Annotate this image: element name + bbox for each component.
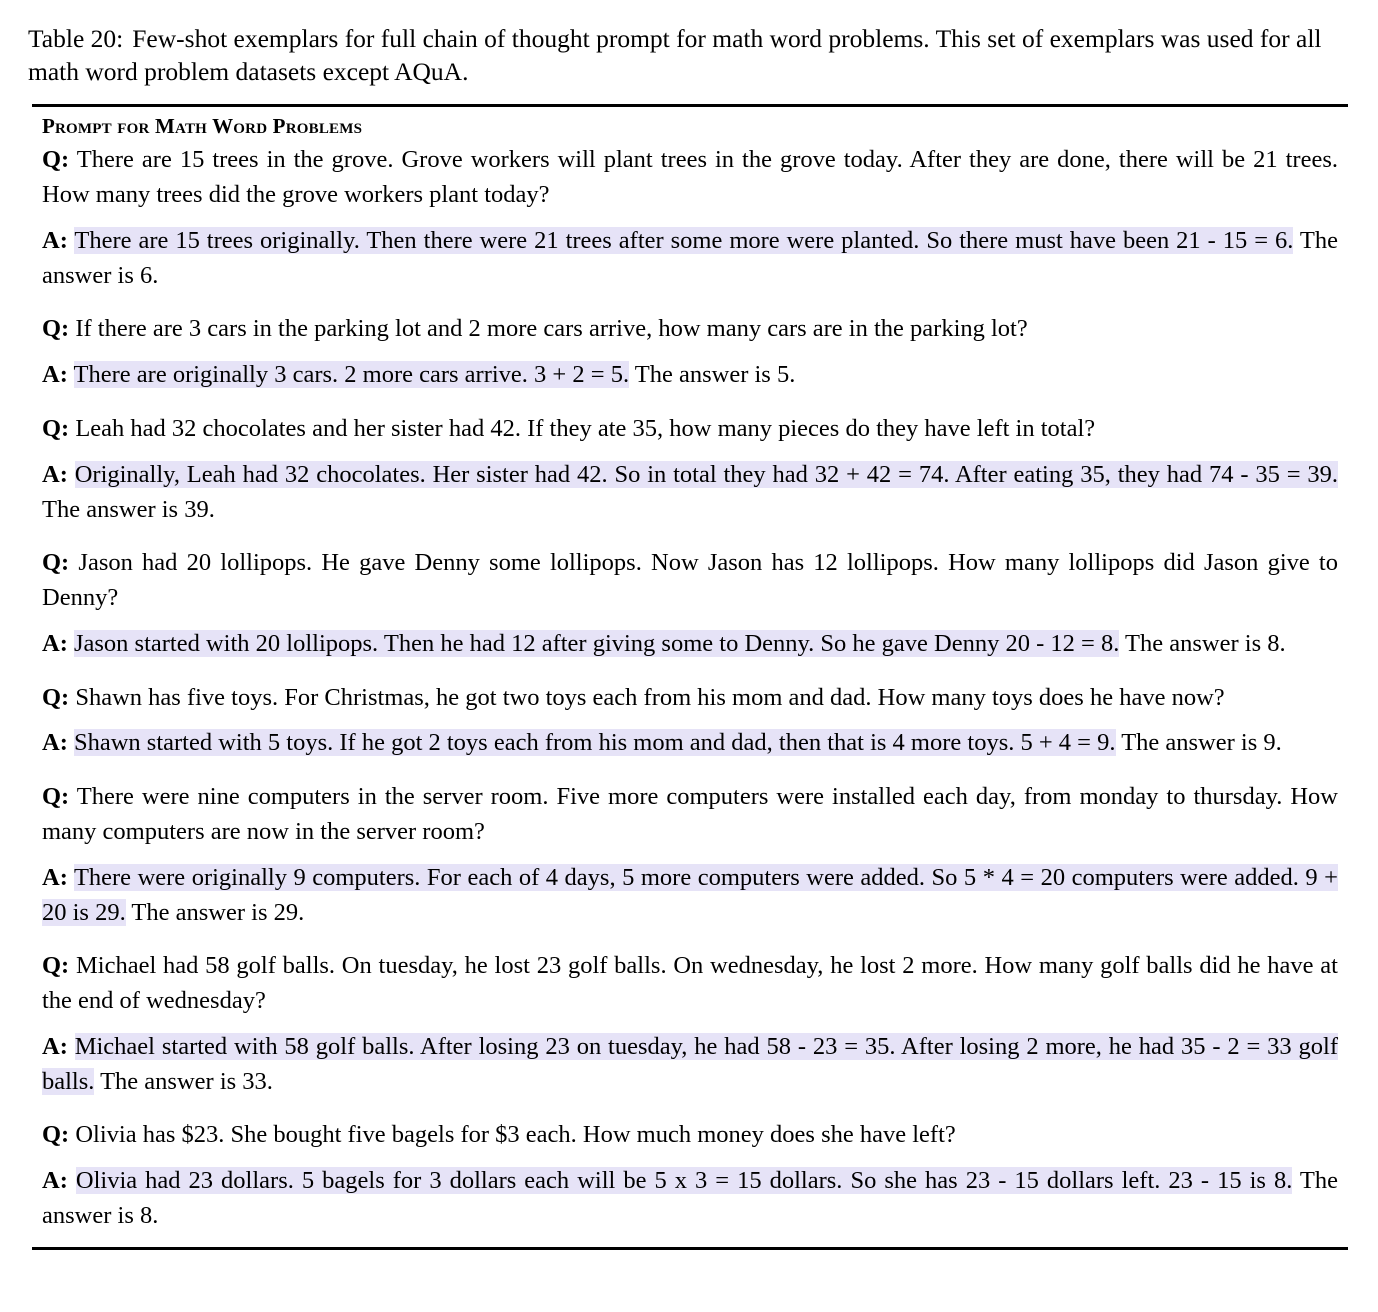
- question-8: [42, 1118, 1338, 1153]
- question-label: Q:: [42, 952, 70, 980]
- answer-final: The answer is 5.: [634, 361, 796, 389]
- question-label: Q:: [42, 414, 70, 442]
- question-text: If there are 3 cars in the parking lot and 2 more cars arrive, how many cars are in the parking lot?: [75, 315, 1028, 343]
- answer-final: The answer is 8.: [42, 1167, 1339, 1230]
- question-label: Q:: [42, 146, 70, 174]
- question-text: Jason had 20 lollipops. He gave Denny some lollipops. Now Jason has 12 lollipops. How many lollipops did Jason give to Denny?: [42, 549, 1338, 612]
- answer-label: A:: [42, 361, 68, 389]
- table-caption-text: Few-shot exemplars for full chain of thought prompt for math word problems. This set of exemplars was used for all math word problem datasets except AQuA.: [28, 24, 1322, 87]
- answer-chain-of-thought: Originally, Leah had 32 chocolates. Her sister had 42. So in total they had 32 + 42 = 74. After eating 35, they had 74 - 35 = 39.: [74, 460, 1338, 488]
- table-bottom-rule: [32, 1247, 1348, 1250]
- question-text: Leah had 32 chocolates and her sister had 42. If they ate 35, how many pieces do they have left in total?: [75, 414, 1096, 442]
- answer-1: [42, 224, 1338, 294]
- answer-chain-of-thought: Jason started with 20 lollipops. Then he had 12 after giving some to Denny. So he gave Denny 20 - 12 = 8.: [73, 629, 1120, 657]
- answer-label: A:: [42, 226, 68, 254]
- answer-final: The answer is 6.: [42, 226, 1339, 289]
- answer-chain-of-thought: There are 15 trees originally. Then there were 21 trees after some more were planted. So there must have been 21 - 15 = 6.: [74, 226, 1294, 254]
- answer-final: The answer is 29.: [131, 898, 305, 926]
- answer-chain-of-thought: Michael started with 58 golf balls. After losing 23 on tuesday, he had 58 - 23 = 35. After losing 2 more, he had 35 - 2 = 33 golf balls.: [42, 1032, 1338, 1095]
- question-text: There were nine computers in the server room. Five more computers were installed each day, from monday to thursday. How many computers are now in the server room?: [42, 783, 1338, 845]
- prompt-box: [28, 107, 1348, 1240]
- answer-final: The answer is 8.: [1125, 629, 1286, 657]
- answer-3: [42, 458, 1338, 528]
- answer-7: [42, 1030, 1338, 1100]
- question-text: There are 15 trees in the grove. Grove workers will plant trees in the grove today. After they are done, there will be 21 trees. How many trees did the grove workers plant today?: [42, 146, 1338, 209]
- answer-4: [42, 627, 1338, 662]
- answer-chain-of-thought: There were originally 9 computers. For each of 4 days, 5 more computers were added. So 5 * 4 = 20 computers were added. 9 + 20 is 29.: [42, 863, 1338, 926]
- question-4: [42, 546, 1338, 616]
- answer-label: A:: [42, 1032, 68, 1060]
- answer-chain-of-thought: Shawn started with 5 toys. If he got 2 toys each from his mom and dad, then that is 4 more toys. 5 + 4 = 9.: [73, 729, 1116, 757]
- question-label: Q:: [42, 315, 70, 343]
- answer-8: [42, 1164, 1338, 1234]
- question-6: [42, 780, 1338, 850]
- answer-label: A:: [42, 863, 68, 891]
- question-5: [42, 681, 1338, 716]
- question-label: Q:: [42, 549, 70, 577]
- question-1: [42, 143, 1338, 213]
- answer-label: A:: [42, 629, 68, 657]
- answer-5: [42, 726, 1338, 761]
- answer-final: The answer is 9.: [1121, 729, 1282, 757]
- question-3: [42, 412, 1338, 447]
- table-caption: [28, 22, 1348, 88]
- question-label: Q:: [42, 1121, 70, 1149]
- answer-2: [42, 358, 1338, 393]
- answer-chain-of-thought: There are originally 3 cars. 2 more cars arrive. 3 + 2 = 5.: [73, 361, 630, 389]
- answer-label: A:: [42, 460, 68, 488]
- question-text: Michael had 58 golf balls. On tuesday, he lost 23 golf balls. On wednesday, he lost 2 more. How many golf balls did he have at the end of wednesday?: [42, 952, 1338, 1015]
- answer-label: A:: [42, 1167, 68, 1195]
- table-caption-label: Table 20:: [28, 24, 124, 53]
- question-text: Shawn has five toys. For Christmas, he got two toys each from his mom and dad. How many toys does he have now?: [75, 683, 1225, 711]
- prompt-section-title: Prompt for Math Word Problems: [42, 114, 363, 139]
- question-label: Q:: [42, 683, 70, 711]
- question-label: Q:: [42, 783, 70, 811]
- question-2: [42, 312, 1338, 347]
- answer-final: The answer is 33.: [100, 1067, 273, 1095]
- answer-chain-of-thought: Olivia had 23 dollars. 5 bagels for 3 dollars each will be 5 x 3 = 15 dollars. So she has 23 - 15 dollars left. 23 - 15 is 8.: [75, 1167, 1293, 1195]
- question-text: Olivia has $23. She bought five bagels for $3 each. How much money does she have left?: [75, 1121, 956, 1149]
- answer-final: The answer is 39.: [42, 495, 215, 523]
- answer-label: A:: [42, 729, 68, 757]
- question-7: [42, 949, 1338, 1019]
- answer-6: [42, 861, 1338, 931]
